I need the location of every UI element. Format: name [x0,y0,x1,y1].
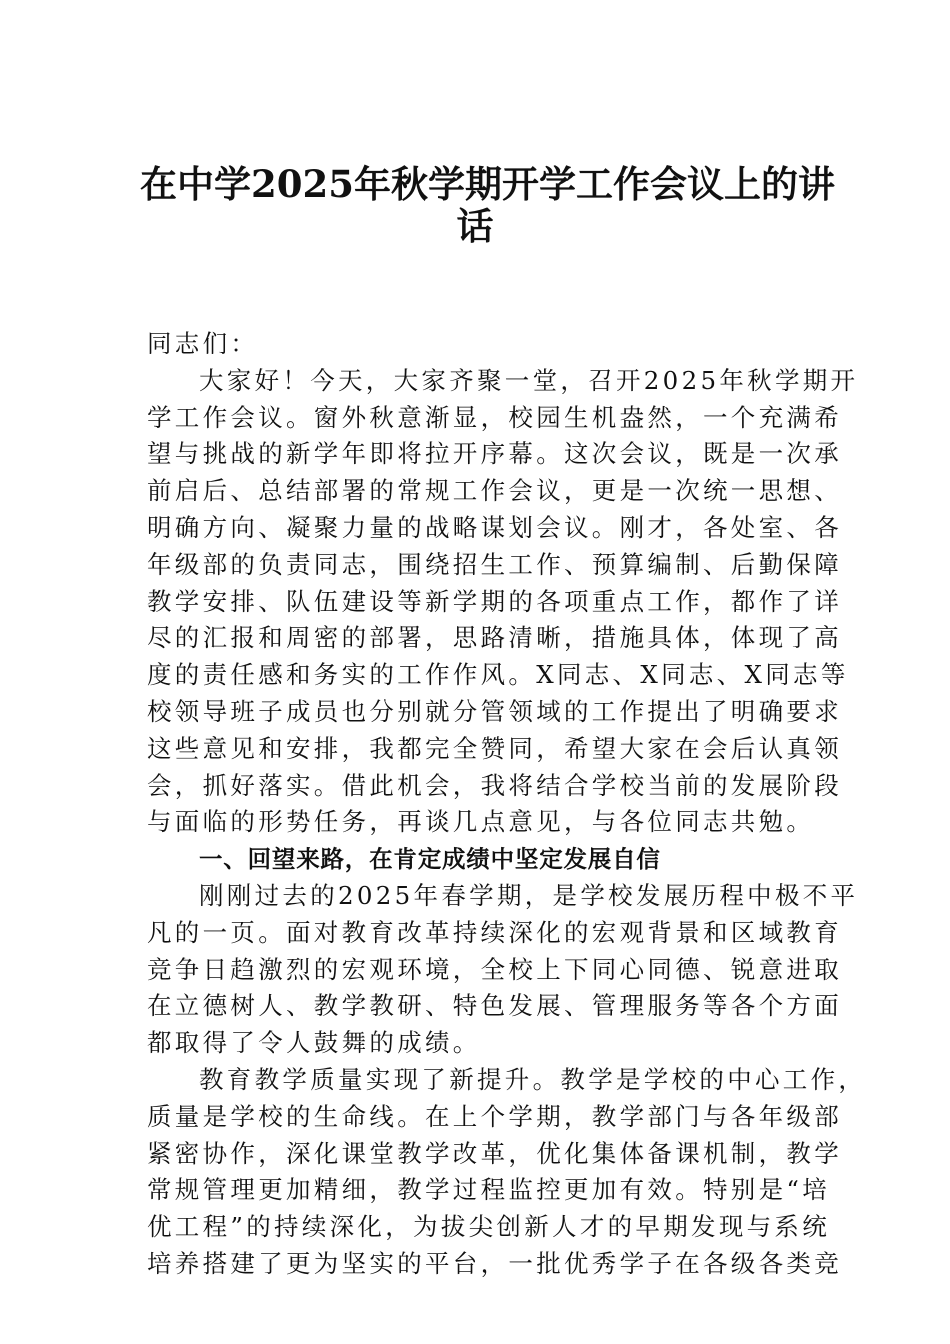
paragraph-line: 质量是学校的生命线。在上个学期，教学部门与各年级部 [147,1101,842,1131]
paragraph-line: 这些意见和安排，我都完全赞同，希望大家在会后认真领 [147,733,842,763]
document-body [147,326,867,1283]
paragraph-line: 凡的一页。面对教育改革持续深化的宏观背景和区域教育 [147,917,842,947]
paragraph-line: 在立德树人、教学教研、特色发展、管理服务等各个方面 [147,991,842,1021]
paragraph-line: 培养搭建了更为坚实的平台，一批优秀学子在各级各类竞 [147,1248,842,1278]
document-title-line-2: 话 [456,204,494,248]
paragraph-line: 度的责任感和务实的工作作风。X同志、X同志、X同志等 [147,660,849,690]
paragraph-line: 常规管理更加精细，教学过程监控更加有效。特别是“培 [147,1175,831,1205]
paragraph-line: 都取得了令人鼓舞的成绩。 [147,1028,481,1058]
paragraph-line: 会，抓好落实。借此机会，我将结合学校当前的发展阶段 [147,770,842,800]
paragraph-line: 与面临的形势任务，再谈几点意见，与各位同志共勉。 [147,807,815,837]
paragraph-line: 刚刚过去的2025年春学期，是学校发展历程中极不平 [199,880,859,910]
document-title-line-1: 在中学2025年秋学期开学工作会议上的讲 [140,162,835,206]
paragraph-line: 教学安排、队伍建设等新学期的各项重点工作，都作了详 [147,586,842,616]
paragraph-line: 校领导班子成员也分别就分管领域的工作提出了明确要求 [147,696,842,726]
section-heading: 一、回望来路，在肯定成绩中坚定发展自信 [199,845,661,874]
paragraph-line: 年级部的负责同志，围绕招生工作、预算编制、后勤保障 [147,549,842,579]
paragraph-line: 学工作会议。窗外秋意渐显，校园生机盎然，一个充满希 [147,402,842,432]
salutation: 同志们： [147,329,259,358]
paragraph-line: 明确方向、凝聚力量的战略谋划会议。刚才，各处室、各 [147,512,842,542]
paragraph-line: 教育教学质量实现了新提升。教学是学校的中心工作， [199,1064,867,1094]
paragraph-line: 前启后、总结部署的常规工作会议，更是一次统一思想、 [147,476,842,506]
paragraph-line: 望与挑战的新学年即将拉开序幕。这次会议，既是一次承 [147,439,842,469]
paragraph-line: 尽的汇报和周密的部署，思路清晰，措施具体，体现了高 [147,623,842,653]
paragraph-line: 大家好！今天，大家齐聚一堂，召开2025年秋学期开 [199,365,859,395]
paragraph-line: 优工程”的持续深化，为拔尖创新人才的早期发现与系统 [147,1212,831,1242]
paragraph-line: 紧密协作，深化课堂教学改革，优化集体备课机制，教学 [147,1138,842,1168]
paragraph-line: 竞争日趋激烈的宏观环境，全校上下同心同德、锐意进取 [147,954,842,984]
